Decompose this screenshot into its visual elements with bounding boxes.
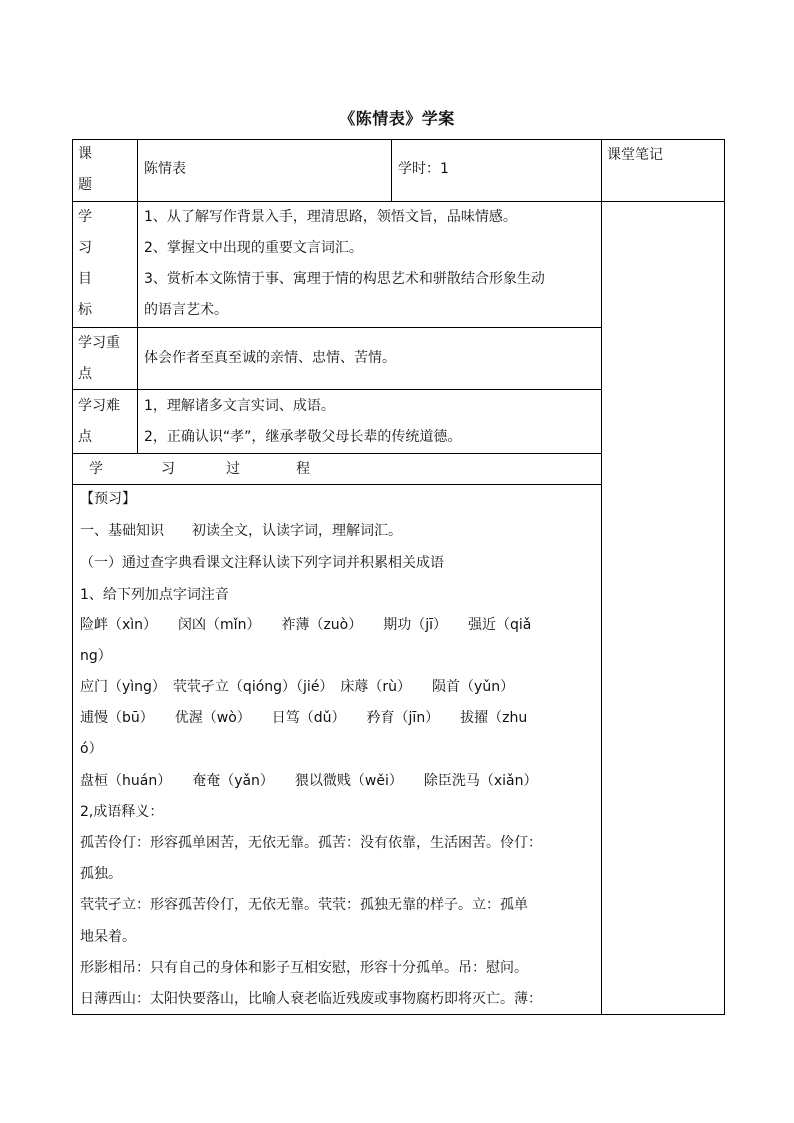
body-line: 日薄西山：太阳快要落山，比喻人衰老临近残废或事物腐朽即将灭亡。薄：: [80, 991, 542, 1007]
row-divider: [72, 327, 602, 328]
goals-label-char: 目: [78, 271, 92, 287]
process-header-char: 程: [296, 461, 310, 477]
body-line: 险衅（xìn） 闵凶（mǐn） 祚薄（zuò） 期功（jī） 强近（qiǎ: [80, 617, 532, 633]
body-line: 【预习】: [80, 491, 136, 507]
label-column-divider: [137, 139, 138, 453]
body-line: 2,成语释义：: [80, 804, 164, 820]
goals-label-char: 学: [78, 209, 92, 225]
table-border-top: [72, 139, 725, 140]
body-line: 1、给下列加点字词注音: [80, 587, 229, 603]
notes-header: 课堂笔记: [607, 147, 663, 163]
body-line: 盘桓（huán） 奄奄（yǎn） 猥以微贱（wěi） 除臣洗马（xiǎn）: [80, 773, 538, 789]
body-line: （一）通过查字典看课文注释认读下列字词并积累相关成语: [80, 555, 444, 571]
key-label-1: 学习重: [78, 335, 120, 351]
table-border-left: [72, 139, 73, 1015]
process-header-char: 学: [89, 461, 103, 477]
body-line: 应门（yìng） 茕茕孑立（qióng）（jié） 床蓐（rù） 陨首（yǔn）: [80, 679, 515, 695]
row-divider: [72, 201, 725, 202]
page-title: 《陈情表》学案: [339, 109, 455, 128]
body-line: 孤苦伶仃：形容孤单困苦，无依无靠。孤苦：没有依靠，生活困苦。伶仃：: [80, 835, 542, 851]
row-divider: [72, 389, 602, 390]
body-line: ng）: [80, 648, 112, 664]
body-line: 逋慢（bū） 优渥（wò） 日笃（dǔ） 矜育（jīn） 拔擢（zhu: [80, 710, 528, 726]
notes-column-divider: [601, 139, 602, 1015]
course-name: 陈情表: [144, 161, 186, 177]
key-points: 体会作者至真至诚的亲情、忠情、苦情。: [144, 350, 396, 366]
table-border-right: [724, 139, 725, 1015]
body-line: 一、基础知识 初读全文，认读字词，理解词汇。: [80, 523, 402, 539]
body-line: 地呆着。: [80, 929, 136, 945]
goal-line: 2、掌握文中出现的重要文言词汇。: [144, 240, 363, 256]
table-border-bottom: [72, 1014, 725, 1015]
key-label-2: 点: [78, 366, 92, 382]
difficult-line: 2，正确认识“孝”，继承孝敬父母长辈的传统道德。: [144, 429, 462, 445]
goal-line: 3、赏析本文陈情于事、寓理于情的构思艺术和骈散结合形象生动: [144, 271, 545, 287]
body-line: 形影相吊：只有自己的身体和影子互相安慰，形容十分孤单。吊：慰问。: [80, 960, 528, 976]
row-divider: [72, 484, 602, 485]
body-line: 茕茕孑立：形容孤苦伶仃，无依无靠。茕茕：孤独无靠的样子。立：孤单: [80, 897, 528, 913]
process-header-char: 过: [226, 461, 240, 477]
goals-label-char: 标: [78, 302, 92, 318]
goal-line: 1、从了解写作背景入手，理清思路，领悟文旨，品味情感。: [144, 209, 517, 225]
body-line: ó）: [80, 741, 103, 757]
row-divider: [72, 453, 602, 454]
course-label-1: 课: [78, 146, 92, 162]
goal-line: 的语言艺术。: [144, 302, 228, 318]
course-label-2: 题: [78, 177, 92, 193]
difficult-label-1: 学习难: [78, 398, 120, 414]
hours-column-divider: [391, 139, 392, 201]
class-hours: 学时：1: [398, 161, 449, 177]
body-line: 孤独。: [80, 866, 122, 882]
goals-label-char: 习: [78, 240, 92, 256]
process-header-char: 习: [161, 461, 175, 477]
difficult-line: 1，理解诸多文言实词、成语。: [144, 398, 335, 414]
difficult-label-2: 点: [78, 429, 92, 445]
